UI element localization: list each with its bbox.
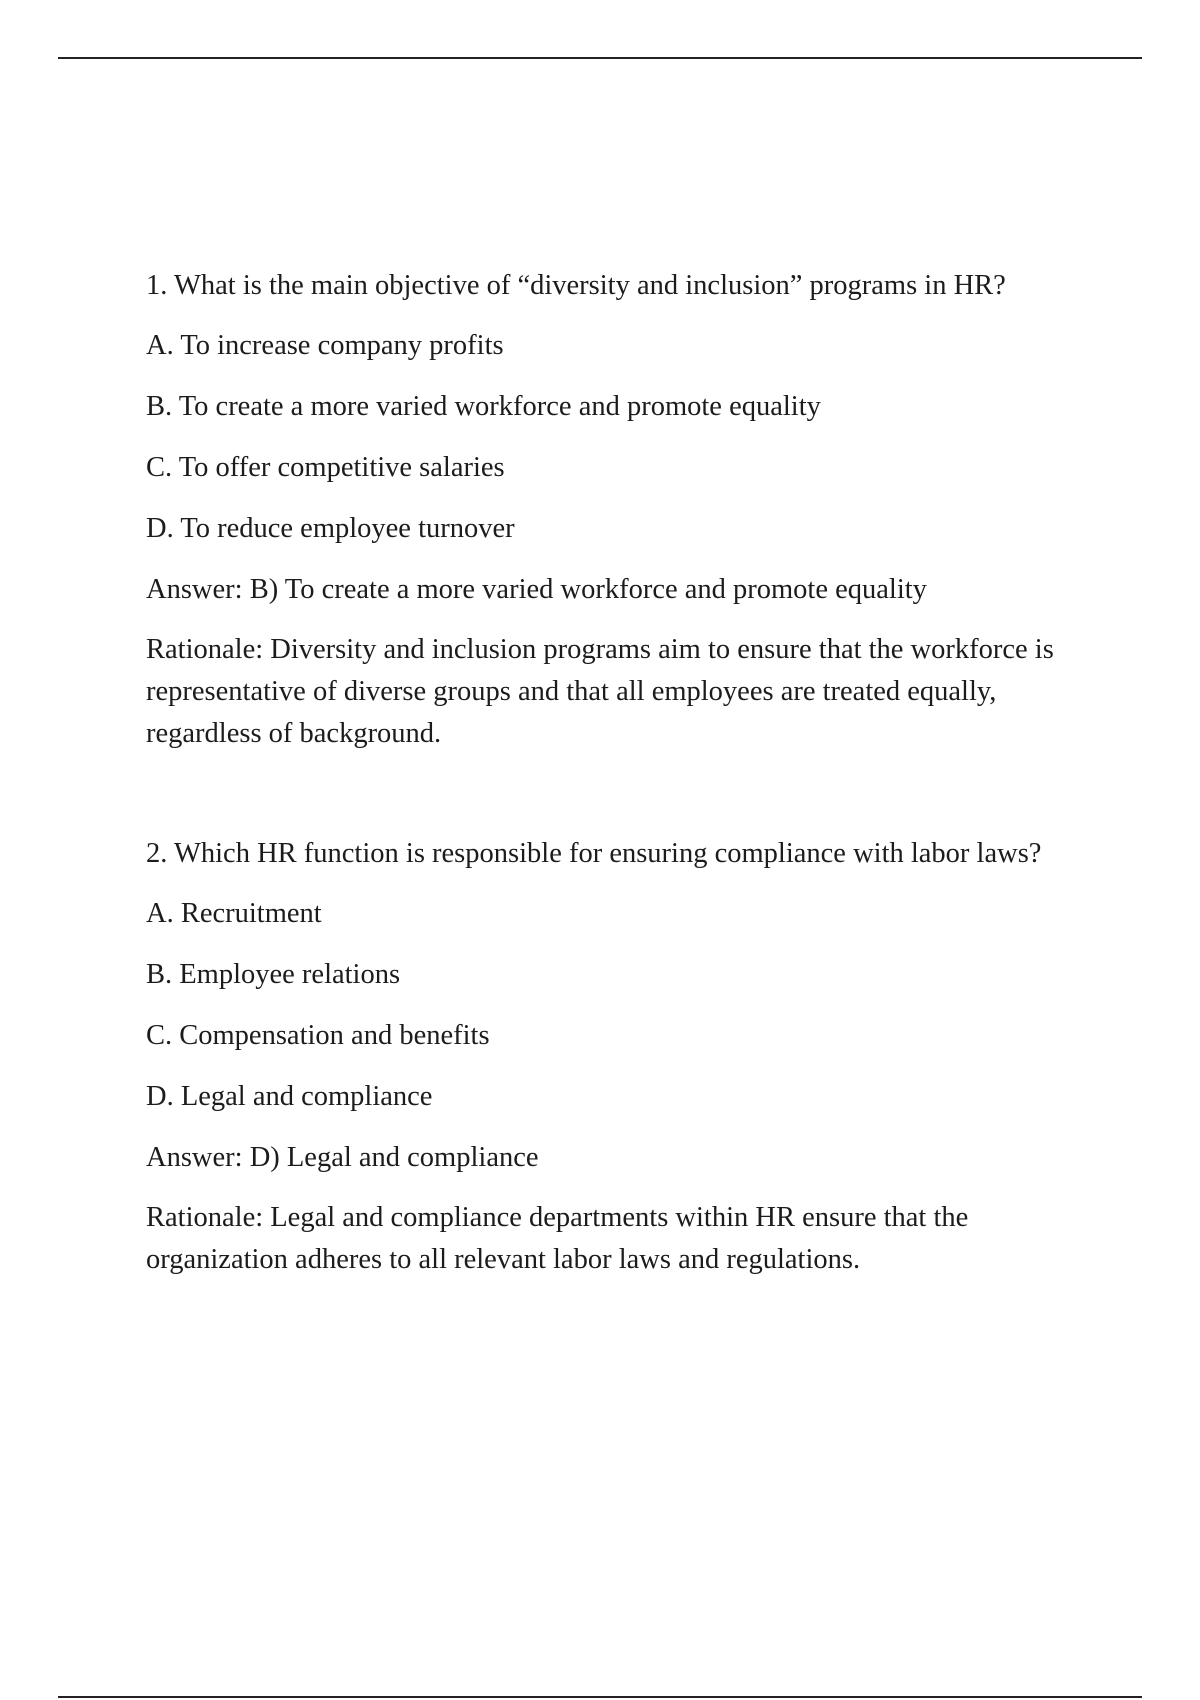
- document-body: [146, 265, 1106, 1281]
- option-c: C. Compensation and benefits: [146, 1020, 490, 1051]
- rationale-text: Rationale: Legal and compliance departments within HR ensure that the organization adheres to all relevant labor laws and regulations.: [146, 1202, 969, 1275]
- option-a: A. To increase company profits: [146, 330, 504, 361]
- question-text: 2. Which HR function is responsible for ensuring compliance with labor laws?: [146, 838, 1042, 869]
- footer-divider: [58, 1696, 1142, 1698]
- question-text: 1. What is the main objective of “diversity and inclusion” programs in HR?: [146, 270, 1006, 301]
- option-d: D. To reduce employee turnover: [146, 513, 515, 544]
- answer-text: Answer: B) To create a more varied workforce and promote equality: [146, 574, 927, 605]
- option-a: A. Recruitment: [146, 898, 322, 929]
- option-b: B. Employee relations: [146, 959, 401, 990]
- option-d: D. Legal and compliance: [146, 1081, 433, 1112]
- option-c: C. To offer competitive salaries: [146, 452, 505, 483]
- rationale-text: Rationale: Diversity and inclusion programs aim to ensure that the workforce is representative of diverse groups and that all employees are treated equally, regardless of background.: [146, 634, 1054, 749]
- header-divider: [58, 57, 1142, 59]
- question-block-1: [146, 265, 1106, 755]
- option-b: B. To create a more varied workforce and promote equality: [146, 391, 821, 422]
- question-block-2: [146, 833, 1106, 1281]
- answer-text: Answer: D) Legal and compliance: [146, 1142, 539, 1173]
